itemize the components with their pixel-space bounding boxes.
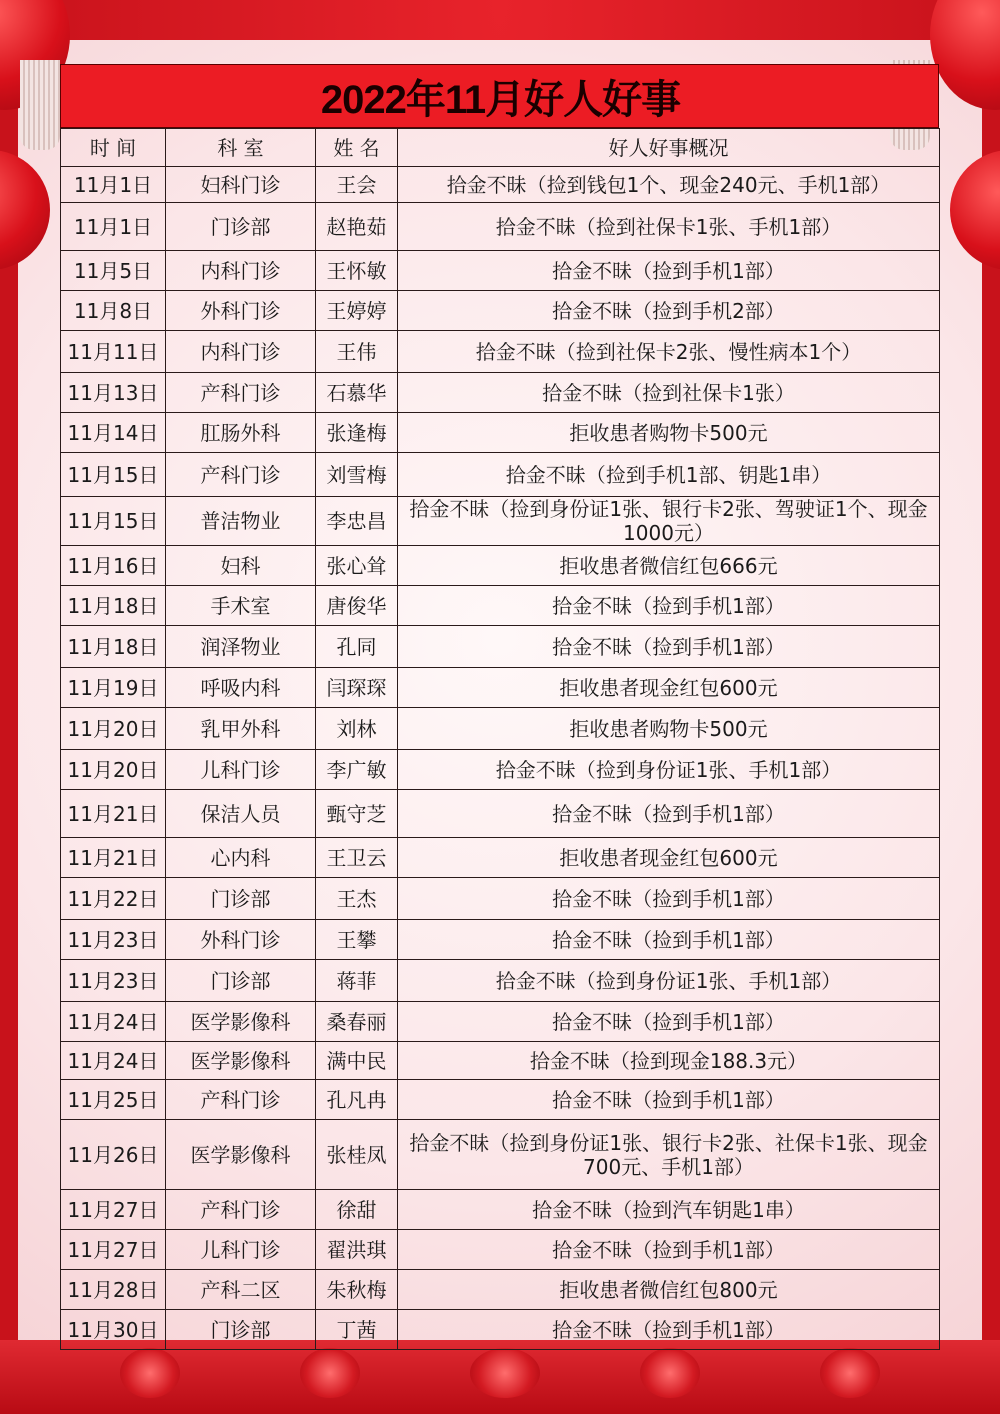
cell-date: 11月22日 <box>61 878 166 920</box>
cell-name: 王会 <box>316 167 398 203</box>
cell-date: 11月21日 <box>61 838 166 878</box>
cell-dept: 产科二区 <box>166 1270 316 1310</box>
cell-dept: 门诊部 <box>166 878 316 920</box>
cell-date: 11月24日 <box>61 1042 166 1080</box>
cell-desc: 拾金不昧（捡到汽车钥匙1串） <box>398 1190 940 1230</box>
cell-name: 王怀敏 <box>316 251 398 291</box>
cell-date: 11月18日 <box>61 626 166 668</box>
cell-date: 11月11日 <box>61 331 166 373</box>
title-bar <box>60 64 939 128</box>
table-row <box>61 1190 940 1230</box>
table-row <box>61 960 940 1002</box>
cell-date: 11月24日 <box>61 1002 166 1042</box>
cell-desc: 拒收患者微信红包800元 <box>398 1270 940 1310</box>
cell-desc: 拾金不昧（捡到手机1部） <box>398 251 940 291</box>
cell-name: 蒋菲 <box>316 960 398 1002</box>
table-row <box>61 413 940 453</box>
cell-date: 11月27日 <box>61 1230 166 1270</box>
cell-date: 11月19日 <box>61 668 166 708</box>
cell-dept: 医学影像科 <box>166 1002 316 1042</box>
cell-desc: 拾金不昧（捡到手机1部） <box>398 626 940 668</box>
cell-name: 王婷婷 <box>316 291 398 331</box>
table-row <box>61 1120 940 1190</box>
cell-desc: 拾金不昧（捡到手机1部） <box>398 790 940 838</box>
cell-dept: 乳甲外科 <box>166 708 316 750</box>
cell-desc: 拾金不昧（捡到手机1部、钥匙1串） <box>398 453 940 497</box>
cell-date: 11月15日 <box>61 497 166 546</box>
header-desc: 好人好事概况 <box>398 129 940 167</box>
table-row <box>61 453 940 497</box>
cell-desc: 拾金不昧（捡到手机2部） <box>398 291 940 331</box>
cell-desc: 拒收患者现金红包600元 <box>398 668 940 708</box>
flower-icon <box>470 1348 540 1398</box>
cell-dept: 门诊部 <box>166 203 316 251</box>
cell-name: 李广敏 <box>316 750 398 790</box>
table-body <box>61 167 940 1350</box>
cell-name: 甄守芝 <box>316 790 398 838</box>
header-name: 姓 名 <box>316 129 398 167</box>
cell-date: 11月5日 <box>61 251 166 291</box>
cell-dept: 内科门诊 <box>166 331 316 373</box>
table-row <box>61 167 940 203</box>
table-row <box>61 331 940 373</box>
table-row <box>61 1080 940 1120</box>
cell-date: 11月21日 <box>61 790 166 838</box>
cell-name: 满中民 <box>316 1042 398 1080</box>
cell-name: 孔凡冉 <box>316 1080 398 1120</box>
cell-dept: 普洁物业 <box>166 497 316 546</box>
cell-name: 唐俊华 <box>316 586 398 626</box>
table-header-row <box>61 129 940 167</box>
cell-date: 11月1日 <box>61 203 166 251</box>
table-row <box>61 790 940 838</box>
cell-dept: 呼吸内科 <box>166 668 316 708</box>
header-date: 时 间 <box>61 129 166 167</box>
table-row <box>61 497 940 546</box>
table-row <box>61 251 940 291</box>
cell-name: 徐甜 <box>316 1190 398 1230</box>
flower-icon <box>640 1348 700 1398</box>
flower-icon <box>300 1348 360 1398</box>
cell-name: 王杰 <box>316 878 398 920</box>
cell-name: 张桂凤 <box>316 1120 398 1190</box>
cell-desc: 拾金不昧（捡到社保卡1张、手机1部） <box>398 203 940 251</box>
cell-date: 11月14日 <box>61 413 166 453</box>
cell-name: 刘林 <box>316 708 398 750</box>
cell-date: 11月28日 <box>61 1270 166 1310</box>
cell-date: 11月1日 <box>61 167 166 203</box>
cell-date: 11月20日 <box>61 708 166 750</box>
cell-desc: 拾金不昧（捡到社保卡1张） <box>398 373 940 413</box>
cell-dept: 内科门诊 <box>166 251 316 291</box>
table-row <box>61 546 940 586</box>
cell-desc: 拾金不昧（捡到身份证1张、银行卡2张、社保卡1张、现金700元、手机1部） <box>398 1120 940 1190</box>
cell-desc: 拾金不昧（捡到手机1部） <box>398 1310 940 1350</box>
table-row <box>61 1270 940 1310</box>
cell-desc: 拾金不昧（捡到手机1部） <box>398 1230 940 1270</box>
table-row <box>61 1002 940 1042</box>
cell-dept: 保洁人员 <box>166 790 316 838</box>
flower-icon <box>120 1348 180 1398</box>
cell-desc: 拒收患者购物卡500元 <box>398 708 940 750</box>
cell-dept: 儿科门诊 <box>166 1230 316 1270</box>
records-table <box>60 128 940 1350</box>
cell-dept: 妇科 <box>166 546 316 586</box>
cell-name: 桑春丽 <box>316 1002 398 1042</box>
cell-desc: 拾金不昧（捡到身份证1张、银行卡2张、驾驶证1个、现金1000元） <box>398 497 940 546</box>
cell-desc: 拾金不昧（捡到身份证1张、手机1部） <box>398 750 940 790</box>
cell-dept: 润泽物业 <box>166 626 316 668</box>
cell-date: 11月26日 <box>61 1120 166 1190</box>
table-row <box>61 203 940 251</box>
cell-dept: 心内科 <box>166 838 316 878</box>
cell-desc: 拾金不昧（捡到现金188.3元） <box>398 1042 940 1080</box>
page-title: 2022年11月好人好事 <box>320 78 681 122</box>
cell-name: 丁茜 <box>316 1310 398 1350</box>
cell-date: 11月13日 <box>61 373 166 413</box>
tassel-icon <box>20 60 60 150</box>
cell-name: 朱秋梅 <box>316 1270 398 1310</box>
cell-desc: 拒收患者现金红包600元 <box>398 838 940 878</box>
cell-desc: 拾金不昧（捡到手机1部） <box>398 878 940 920</box>
table-row <box>61 1310 940 1350</box>
cell-desc: 拾金不昧（捡到手机1部） <box>398 1080 940 1120</box>
cell-dept: 门诊部 <box>166 1310 316 1350</box>
cell-date: 11月30日 <box>61 1310 166 1350</box>
table-row <box>61 708 940 750</box>
table-row <box>61 750 940 790</box>
cell-desc: 拾金不昧（捡到钱包1个、现金240元、手机1部） <box>398 167 940 203</box>
cell-date: 11月8日 <box>61 291 166 331</box>
cell-desc: 拒收患者购物卡500元 <box>398 413 940 453</box>
table-row <box>61 626 940 668</box>
table-row <box>61 878 940 920</box>
cell-date: 11月23日 <box>61 920 166 960</box>
cell-date: 11月25日 <box>61 1080 166 1120</box>
cell-name: 石慕华 <box>316 373 398 413</box>
cell-name: 张逢梅 <box>316 413 398 453</box>
cell-dept: 产科门诊 <box>166 373 316 413</box>
cell-dept: 门诊部 <box>166 960 316 1002</box>
table-row <box>61 291 940 331</box>
table-row <box>61 920 940 960</box>
cell-name: 刘雪梅 <box>316 453 398 497</box>
table-row <box>61 586 940 626</box>
cell-dept: 产科门诊 <box>166 1080 316 1120</box>
cell-desc: 拾金不昧（捡到身份证1张、手机1部） <box>398 960 940 1002</box>
cell-dept: 手术室 <box>166 586 316 626</box>
cell-date: 11月23日 <box>61 960 166 1002</box>
cell-desc: 拾金不昧（捡到社保卡2张、慢性病本1个） <box>398 331 940 373</box>
cell-desc: 拾金不昧（捡到手机1部） <box>398 586 940 626</box>
cell-name: 赵艳茹 <box>316 203 398 251</box>
cell-date: 11月18日 <box>61 586 166 626</box>
cell-name: 孔同 <box>316 626 398 668</box>
table-row <box>61 668 940 708</box>
cell-date: 11月15日 <box>61 453 166 497</box>
cell-name: 王攀 <box>316 920 398 960</box>
cell-name: 闫琛琛 <box>316 668 398 708</box>
table-row <box>61 1230 940 1270</box>
cell-desc: 拾金不昧（捡到手机1部） <box>398 920 940 960</box>
cell-dept: 医学影像科 <box>166 1042 316 1080</box>
cell-dept: 产科门诊 <box>166 1190 316 1230</box>
cell-dept: 外科门诊 <box>166 291 316 331</box>
cell-name: 李忠昌 <box>316 497 398 546</box>
cell-dept: 肛肠外科 <box>166 413 316 453</box>
cell-date: 11月20日 <box>61 750 166 790</box>
cell-name: 翟洪琪 <box>316 1230 398 1270</box>
cell-desc: 拾金不昧（捡到手机1部） <box>398 1002 940 1042</box>
flower-icon <box>820 1348 880 1398</box>
cell-date: 11月16日 <box>61 546 166 586</box>
cell-dept: 医学影像科 <box>166 1120 316 1190</box>
cell-date: 11月27日 <box>61 1190 166 1230</box>
cell-name: 张心耸 <box>316 546 398 586</box>
table-row <box>61 838 940 878</box>
cell-name: 王卫云 <box>316 838 398 878</box>
cell-desc: 拒收患者微信红包666元 <box>398 546 940 586</box>
table-row <box>61 1042 940 1080</box>
cell-dept: 妇科门诊 <box>166 167 316 203</box>
cell-dept: 儿科门诊 <box>166 750 316 790</box>
cell-dept: 产科门诊 <box>166 453 316 497</box>
cell-name: 王伟 <box>316 331 398 373</box>
cell-dept: 外科门诊 <box>166 920 316 960</box>
header-dept: 科 室 <box>166 129 316 167</box>
table-row <box>61 373 940 413</box>
